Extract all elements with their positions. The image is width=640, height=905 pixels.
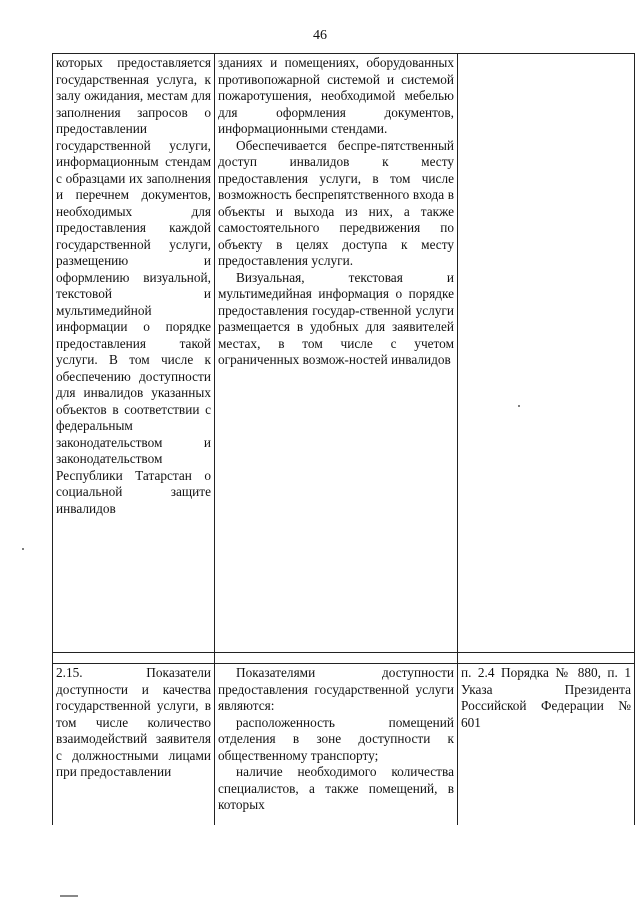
description-paragraph: зданиях и помещениях, оборудованных противопожарной системой и системой пожаротушения, необходимой мебелью для оформления документов, информационными стендами.	[218, 55, 454, 136]
description-paragraph: наличие необходимого количества специалистов, а также помещений, в которых	[218, 764, 454, 812]
legal-basis-cell	[458, 54, 635, 653]
legal-basis-cell	[458, 664, 635, 826]
requirement-cell	[53, 54, 215, 653]
requirement-text: которых предоставляется государственная услуга, к залу ожидания, местам для заполнения запросов о предоставлении государственной услуги, информационным стендам с образцами их заполнения и перечнем документов, необходимых для предоставления каждой государственной услуги, размещению и оформлению визуальной, текстовой и мультимедийной информации о порядке предоставления такой услуги. В том числе к обеспечению доступности для инвалидов указанных объектов в соответствии с федеральным законодательством и законодательством Республики Татарстан о социальной защите инвалидов	[56, 55, 211, 516]
description-paragraph: Показателями доступности предоставления государственной услуги являются:	[218, 665, 454, 713]
requirement-cell	[53, 664, 215, 826]
description-paragraph: Обеспечивается беспре-пятственный доступ инвалидов к месту предоставления услуги, в том числе возможность беспрепятственного входа в объекты и выхода из них, а также самостоятельного передвижения по объекту в целях доступа к месту предоставления услуги.	[218, 137, 454, 268]
description-cell	[215, 54, 458, 653]
description-paragraph: расположенность помещений отделения в зоне доступности к общественному транспорту;	[218, 714, 454, 763]
page-number: 46	[313, 28, 327, 43]
row-separator	[53, 653, 635, 664]
requirement-text: 2.15. Показатели доступности и качества государственной услуги, в том числе количество взаимодействий заявителя с должностными лицами при предоставлении	[56, 665, 211, 779]
scan-mark	[60, 895, 78, 897]
legal-basis-text: п. 2.4 Порядка № 880, п. 1 Указа Президента Российской Федерации № 601	[461, 665, 631, 730]
scan-speck	[518, 405, 520, 407]
scan-speck	[22, 548, 24, 550]
regulation-table	[52, 53, 635, 825]
table-row	[53, 54, 635, 653]
description-cell	[215, 664, 458, 826]
description-paragraph: Визуальная, текстовая и мультимедийная информация о порядке предоставления государ-ственной услуги размещается в удобных для заявителей местах, в том числе с учетом ограниченных возмож-ностей инвалидов	[218, 269, 454, 367]
table-row	[53, 664, 635, 826]
